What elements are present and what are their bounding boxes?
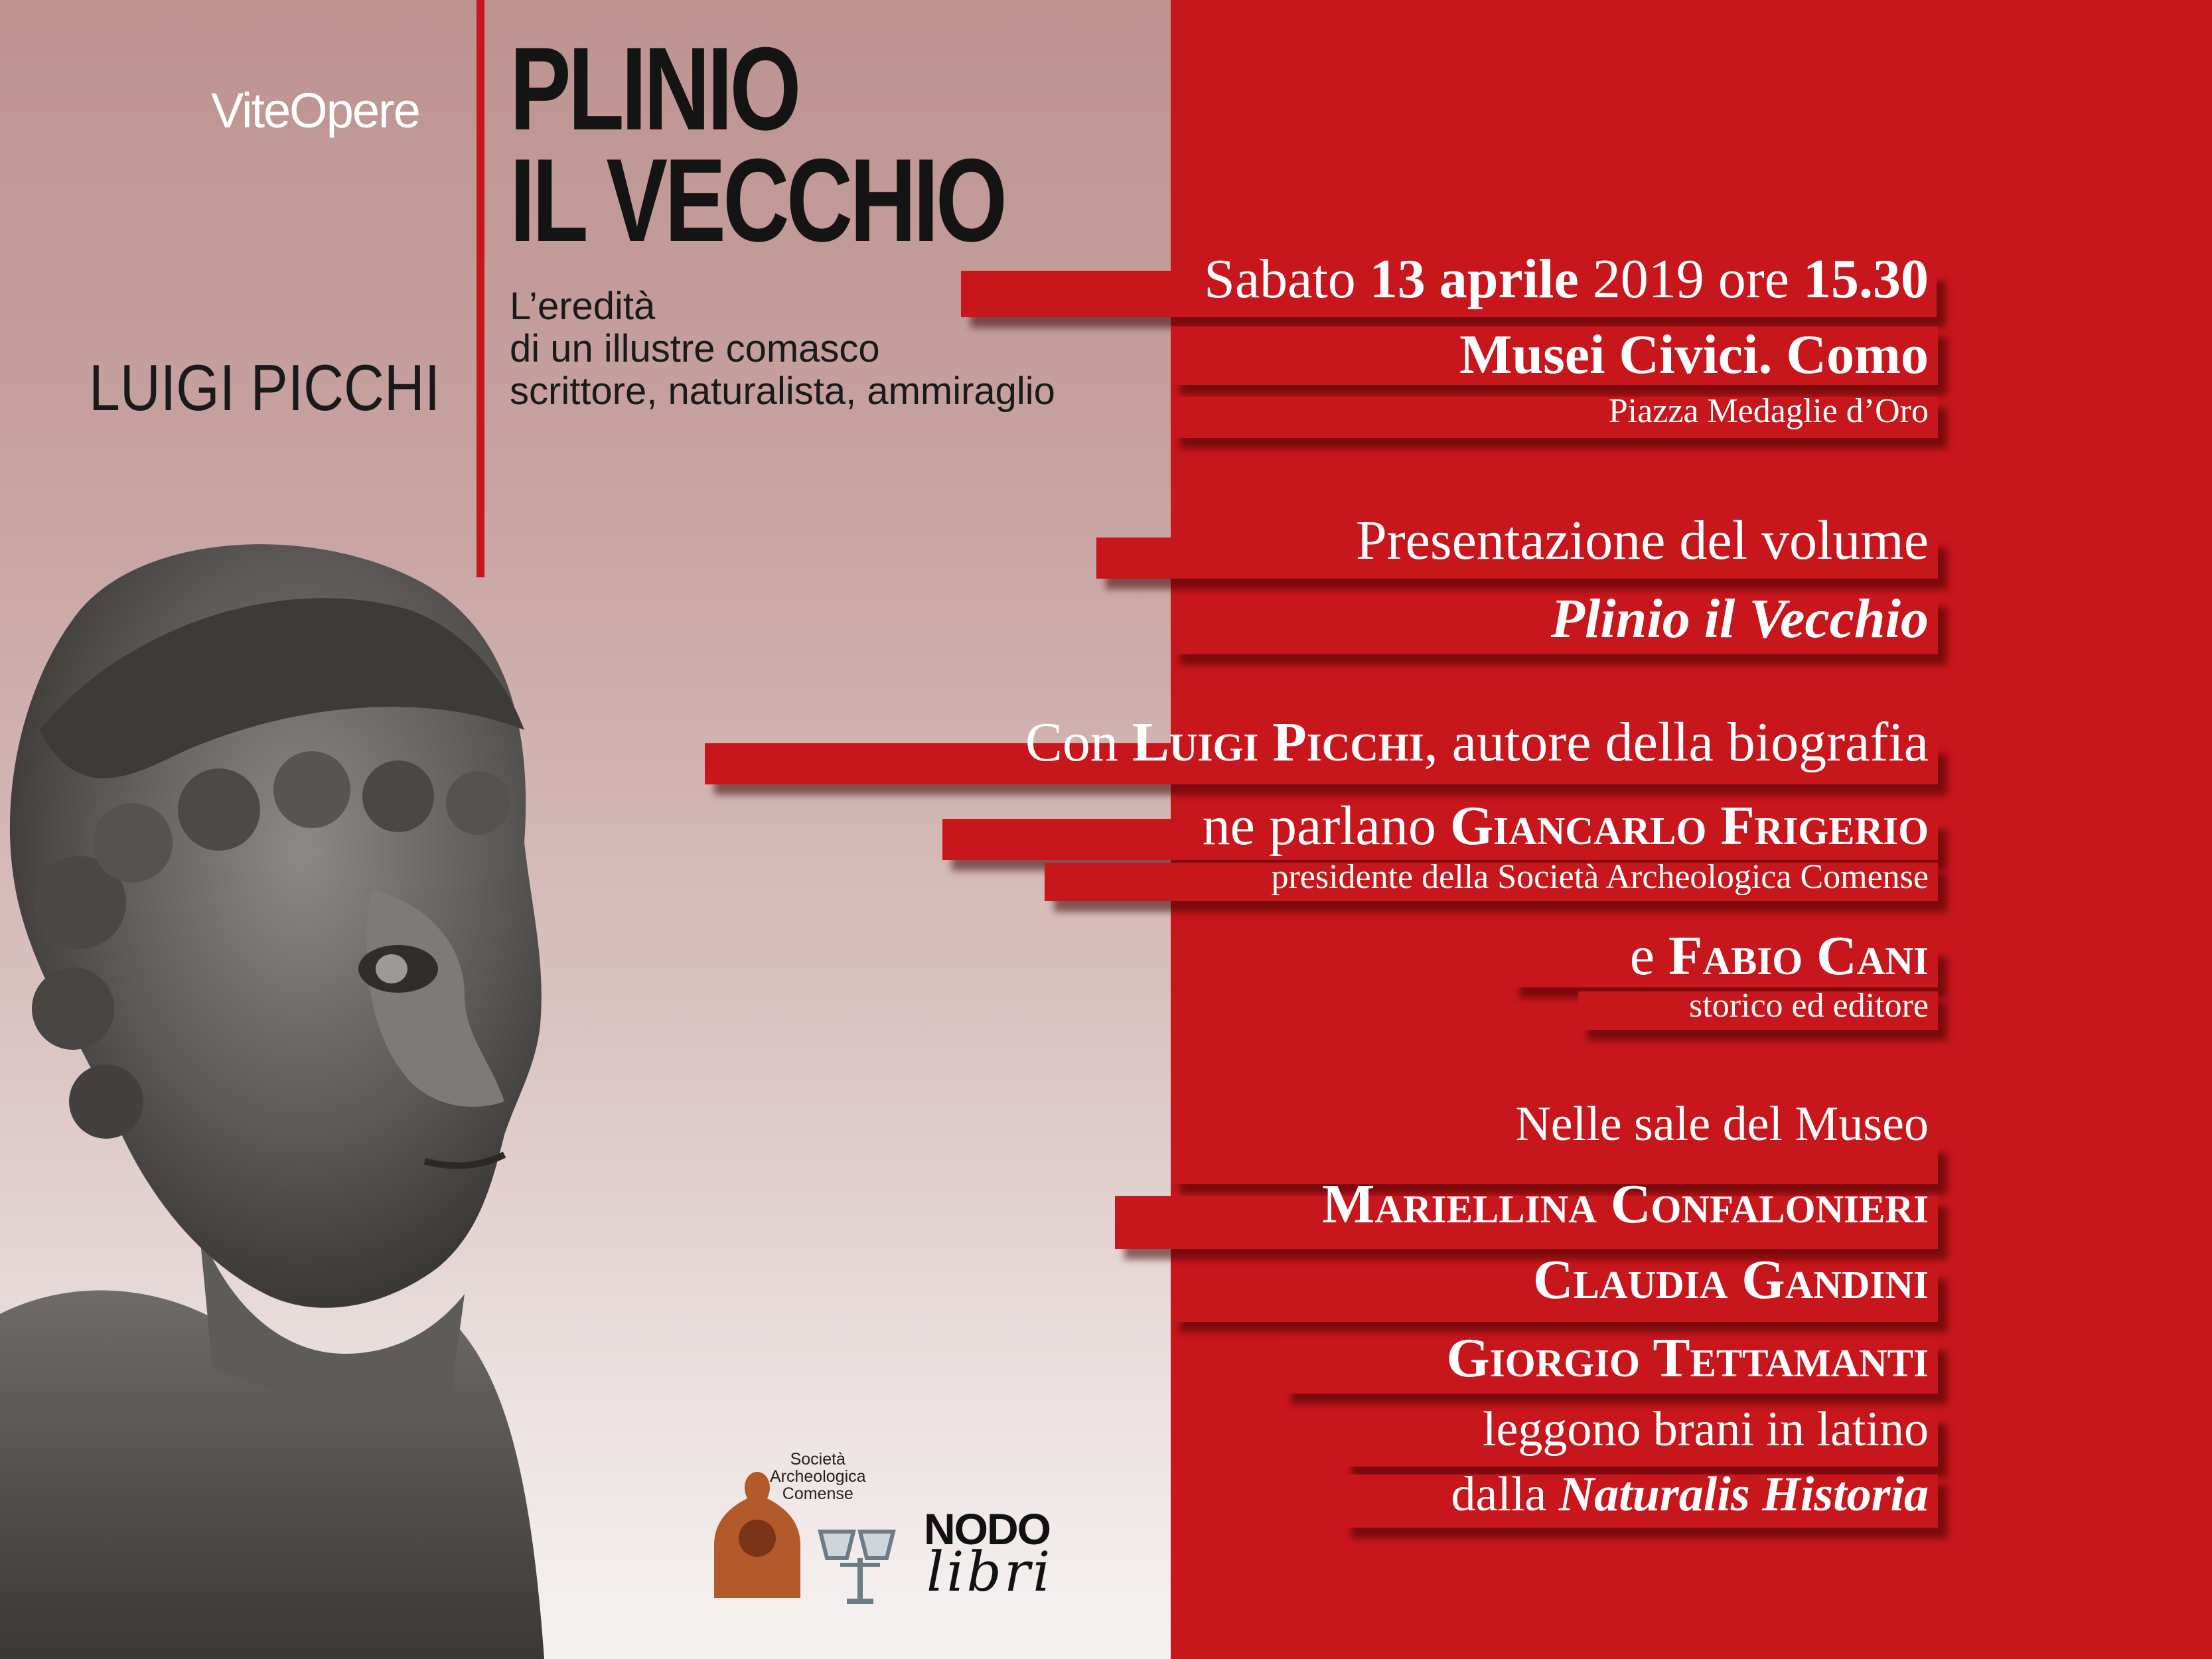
event-venue: Musei Civici. Como [1459,324,1929,386]
society-logo-text: Società Archeologica Comense [770,1450,866,1503]
reading-line-1: leggono brani in latino [1482,1402,1929,1457]
publisher-logo-libri: libri [926,1541,1053,1604]
book-title-line-1: PLINIO [510,23,798,155]
event-date: Sabato 13 aprile 2019 ore 15.30 [1204,248,1929,310]
reader-3: Giorgio Tettamanti [1446,1327,1929,1389]
series-name: ViteOpere [211,83,419,138]
speaker-2-line: e Fabio Cani [1629,925,1929,987]
reader-2: Claudia Gandini [1532,1249,1929,1311]
event-address: Piazza Medaglie d’Oro [1608,392,1929,430]
reader-1: Mariellina Confalonieri [1322,1173,1929,1235]
book-subtitle-line-3: scrittore, naturalista, ammiraglio [510,370,1055,413]
speaker-2-role: storico ed editore [1689,987,1929,1025]
book-title-line-2: IL VECCHIO [510,134,1005,266]
book-name: Plinio il Vecchio [1550,588,1929,650]
speaker-1-role: presidente della Società Archeologica Comense [1271,858,1929,896]
cover-divider-rule [477,0,484,577]
museum-line: Nelle sale del Museo [1515,1097,1929,1151]
presentation-heading: Presentazione del volume [1355,510,1929,571]
book-title [510,23,1005,266]
bust-image [0,531,664,1659]
book-author: LUIGI PICCHI [89,351,441,424]
author-line: Con Luigi Picchi, autore della biografia [1025,711,1929,773]
publisher-logo-nodo: NODO [924,1504,1050,1553]
speaker-1-line: ne parlano Giancarlo Frigerio [1202,795,1929,857]
reading-line-2: dalla Naturalis Historia [1451,1467,1929,1522]
book-subtitle-line-1: L’eredità [510,285,656,328]
book-subtitle-line-2: di un illustre comasco [510,327,880,370]
